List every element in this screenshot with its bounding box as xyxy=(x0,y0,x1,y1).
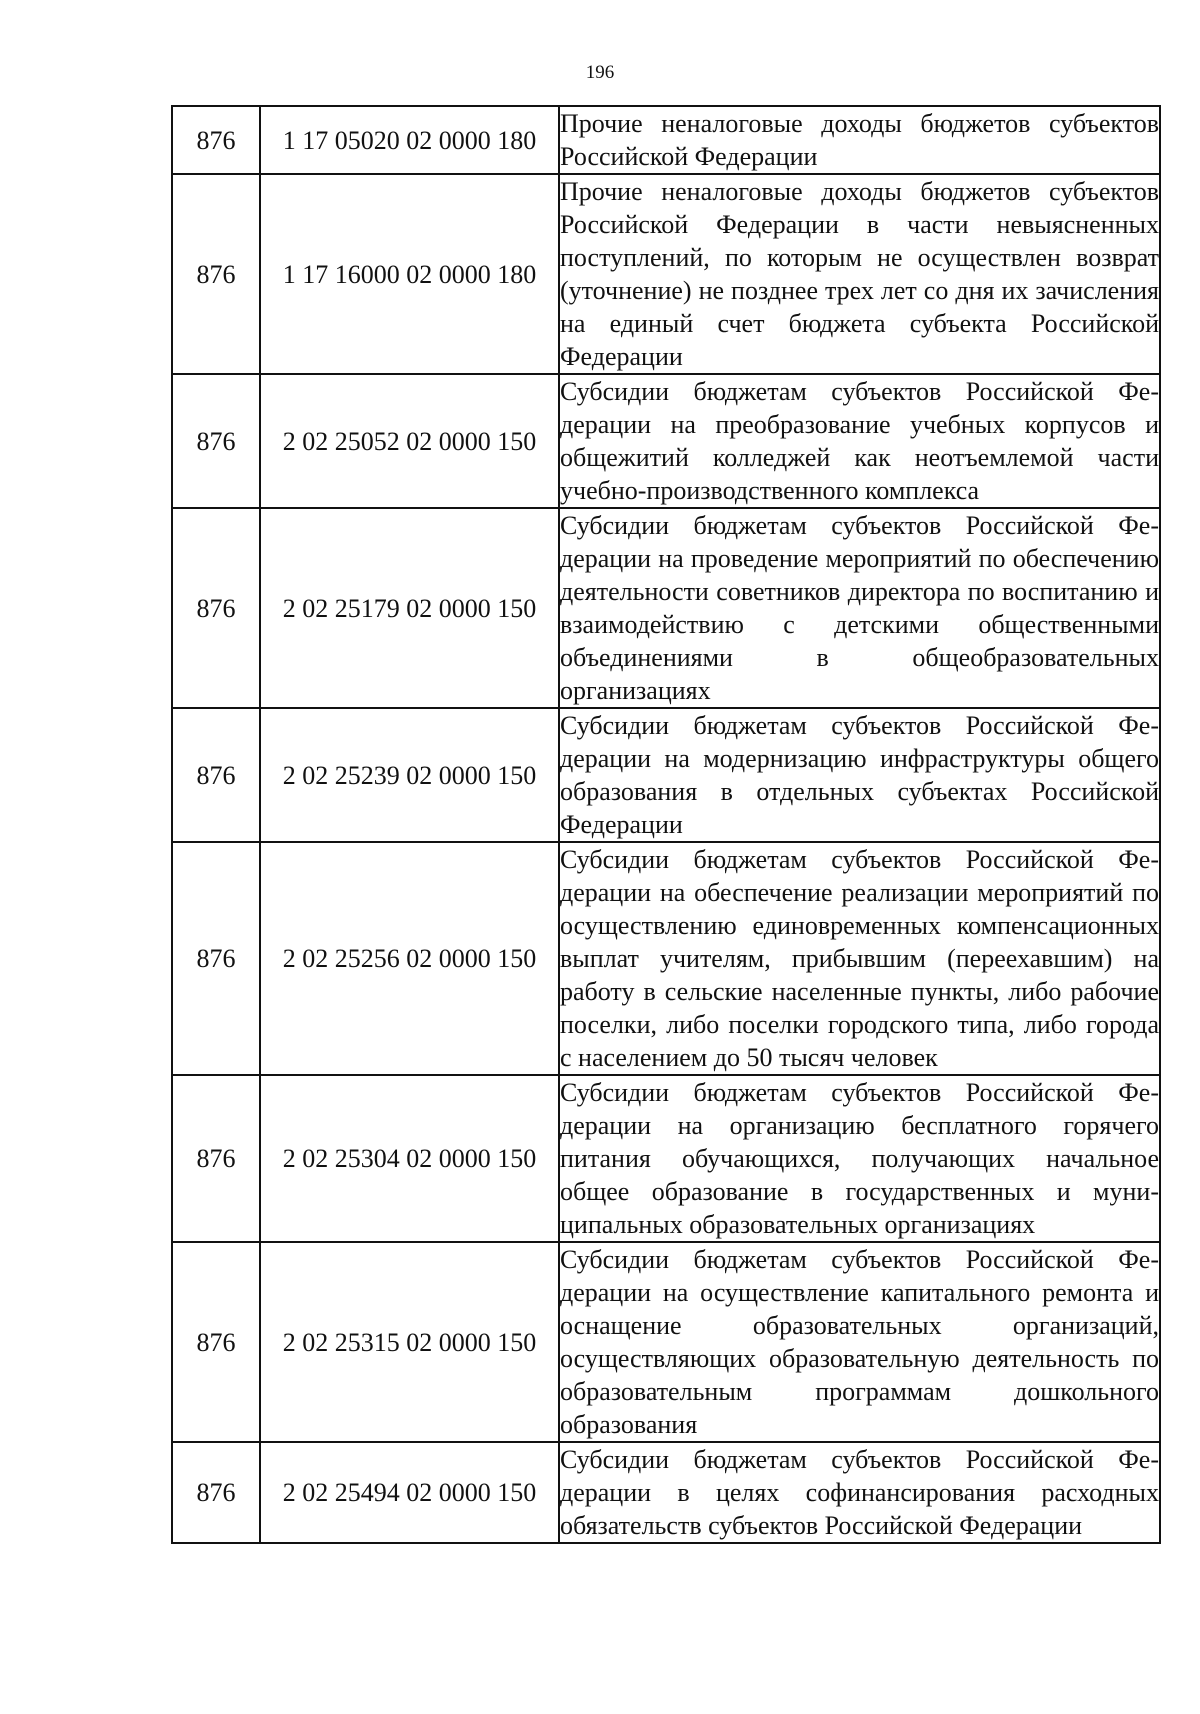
table-row xyxy=(172,508,1160,708)
admin-code-cell: 876 xyxy=(172,708,260,842)
budget-classification-table xyxy=(171,105,1161,1544)
admin-code-cell: 876 xyxy=(172,1442,260,1543)
revenue-name-cell: Субсидии бюджетам субъектов Российской Федерации на проведение мероприятий по обеспечению деятельности советников директора по воспитанию и взаимодействию с детскими общественными объединениями в общеобразовательных организациях xyxy=(559,508,1160,708)
table-row xyxy=(172,106,1160,174)
kbk-code-cell: 2 02 25494 02 0000 150 xyxy=(260,1442,559,1543)
kbk-code-cell: 2 02 25315 02 0000 150 xyxy=(260,1242,559,1442)
admin-code-cell: 876 xyxy=(172,842,260,1075)
admin-code-cell: 876 xyxy=(172,374,260,508)
table-row xyxy=(172,374,1160,508)
admin-code-cell: 876 xyxy=(172,174,260,374)
revenue-name-cell: Субсидии бюджетам субъектов Российской Федерации на организацию бесплатного горячего питания обучающихся, получающих начальное общее образование в государственных и муниципальных образовательных организациях xyxy=(559,1075,1160,1242)
kbk-code-cell: 2 02 25256 02 0000 150 xyxy=(260,842,559,1075)
kbk-code-cell: 2 02 25179 02 0000 150 xyxy=(260,508,559,708)
table-body xyxy=(172,106,1160,1543)
table-row xyxy=(172,708,1160,842)
revenue-name-cell: Субсидии бюджетам субъектов Российской Федерации на преобразование учебных корпусов и общежитий колледжей как неотъемлемой части учебно-производственного комплекса xyxy=(559,374,1160,508)
admin-code-cell: 876 xyxy=(172,508,260,708)
kbk-code-cell: 1 17 05020 02 0000 180 xyxy=(260,106,559,174)
kbk-code-cell: 2 02 25304 02 0000 150 xyxy=(260,1075,559,1242)
table-row xyxy=(172,1442,1160,1543)
table-row xyxy=(172,1242,1160,1442)
revenue-name-cell: Субсидии бюджетам субъектов Российской Федерации в целях софинансирования расходных обязательств субъектов Российской Федерации xyxy=(559,1442,1160,1543)
revenue-name-cell: Субсидии бюджетам субъектов Российской Федерации на модернизацию инфраструктуры общего образования в отдельных субъектах Российской Федерации xyxy=(559,708,1160,842)
admin-code-cell: 876 xyxy=(172,106,260,174)
admin-code-cell: 876 xyxy=(172,1075,260,1242)
kbk-code-cell: 2 02 25239 02 0000 150 xyxy=(260,708,559,842)
revenue-name-cell: Прочие неналоговые доходы бюджетов субъектов Российской Федерации в части невыясненных поступлений, по которым не осуществлен возврат (уточнение) не позднее трех лет со дня их зачисления на единый счет бюджета субъекта Российской Федерации xyxy=(559,174,1160,374)
admin-code-cell: 876 xyxy=(172,1242,260,1442)
page-number: 196 xyxy=(585,62,615,83)
revenue-name-cell: Прочие неналоговые доходы бюджетов субъектов Российской Федерации xyxy=(559,106,1160,174)
revenue-name-cell: Субсидии бюджетам субъектов Российской Федерации на осуществление капитального ремонта и оснащение образовательных организаций, осуществляющих образовательную деятельность по образовательным программам дошкольного образования xyxy=(559,1242,1160,1442)
revenue-name-cell: Субсидии бюджетам субъектов Российской Федерации на обеспечение реализации мероприятий по осуществлению единовременных компенсационных выплат учителям, прибывшим (переехавшим) на работу в сельские населенные пункты, либо рабочие поселки, либо поселки городского типа, либо города с населением до 50 тысяч человек xyxy=(559,842,1160,1075)
table-row xyxy=(172,174,1160,374)
table-row xyxy=(172,842,1160,1075)
kbk-code-cell: 1 17 16000 02 0000 180 xyxy=(260,174,559,374)
kbk-code-cell: 2 02 25052 02 0000 150 xyxy=(260,374,559,508)
table-row xyxy=(172,1075,1160,1242)
